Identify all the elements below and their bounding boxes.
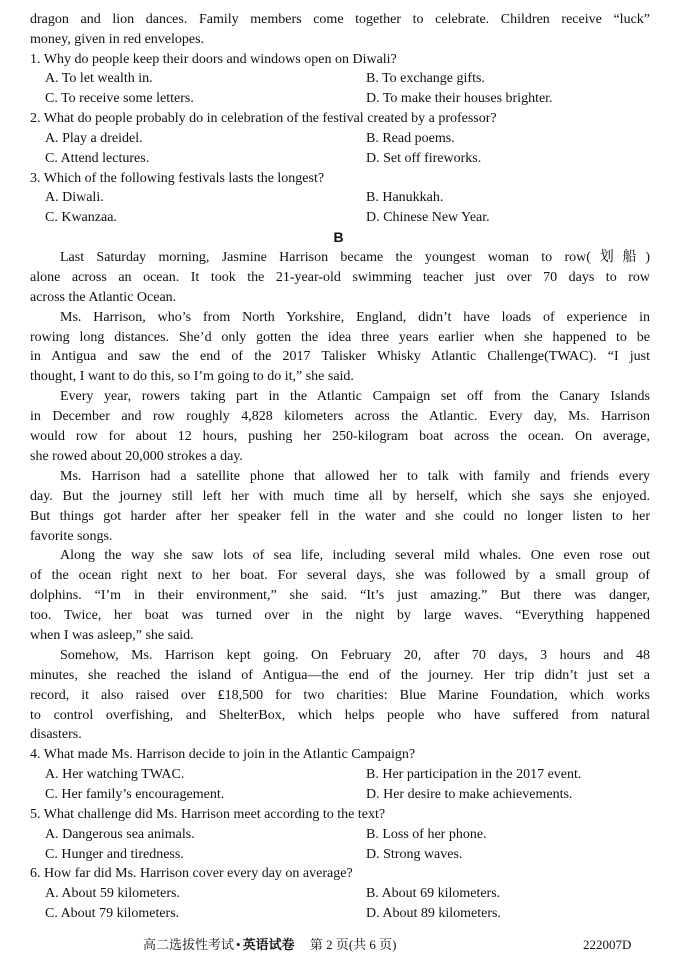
question-stem: 4. What made Ms. Harrison decide to join in the Atlantic Campaign? [30,747,416,762]
passage-line: Last Saturday morning, Jasmine Harrison became the youngest woman to row(划船) [60,250,650,265]
footer-subject: 英语试卷 [242,938,295,953]
option-b: B. About 69 kilometers. [366,886,501,901]
option-c: C. Attend lectures. [45,151,150,166]
option-b: B. Read poems. [366,131,455,146]
passage-line: day. But the journey still left her with much time all by herself, which she says she enjoyed. [30,489,650,504]
question-stem: 6. How far did Ms. Harrison cover every day on average? [30,866,353,881]
option-d: D. Chinese New Year. [366,210,490,225]
option-d: D. Set off fireworks. [366,151,482,166]
option-a: A. Her watching TWAC. [45,767,185,782]
passage-line: favorite songs. [30,529,113,544]
option-c: C. Her family’s encouragement. [45,787,225,802]
passage-line: dolphins. “I’m in their environment,” she said. “It’s just amazing.” But there was danger, [30,588,650,603]
passage-line: in Antigua and saw the end of the 2017 Talisker Whisky Atlantic Challenge(TWAC). “I just [30,349,650,364]
question-stem: 2. What do people probably do in celebration of the festival created by a professor? [30,111,497,126]
intro-line: money, given in red envelopes. [30,32,205,47]
footer-page-number: 第 2 页(共 6 页) [309,937,397,952]
footer-bullet: • [236,937,241,952]
passage-line: record, it also raised over ₤18,500 for two charities: Blue Marine Foundation, which works [30,688,650,703]
option-c: C. Kwanzaa. [45,210,117,225]
passage-line: she rowed about 20,000 strokes a day. [30,449,243,464]
passage-line: to control overfishing, and ShelterBox, which helps people who have suffered from natural [30,708,650,723]
passage-line: minutes, she reached the island of Antigua—the end of the journey. Her trip didn’t just set a [30,668,650,683]
section-title: B [333,229,344,245]
page-footer [143,935,397,955]
option-d: D. To make their houses brighter. [366,91,553,106]
option-a: A. Play a dreidel. [45,131,143,146]
passage-line: Ms. Harrison, who’s from North Yorkshire, England, didn’t have loads of experience in [60,310,650,325]
option-b: B. Her participation in the 2017 event. [366,767,582,782]
passage-line: when I was asleep,” she said. [30,628,194,643]
option-c: C. About 79 kilometers. [45,906,180,921]
option-d: D. Strong waves. [366,847,463,862]
footer-prefix: 高二选拔性考试 [143,937,235,952]
option-d: D. Her desire to make achievements. [366,787,573,802]
passage-line: Along the way she saw lots of sea life, including several mild whales. One even rose out [60,548,650,563]
footer-code: 222007D [583,937,632,952]
question-stem: 1. Why do people keep their doors and windows open on Diwali? [30,52,397,67]
option-a: A. Dangerous sea animals. [45,827,195,842]
passage-line: Ms. Harrison had a satellite phone that allowed her to talk with family and friends every [60,469,650,484]
passage-line: in December and row roughly 4,828 kilometers across the Atlantic. Every day, Ms. Harrison [30,409,650,424]
passage-line: too. Twice, her boat was turned over in the night by large waves. “Everything happened [30,608,650,623]
option-c: C. To receive some letters. [45,91,194,106]
question-stem: 3. Which of the following festivals lasts the longest? [30,171,325,186]
passage-line: of the ocean right next to her boat. For several days, she was followed by a small group of [30,568,650,583]
passage-line: rowing long distances. She’d only gotten the idea three years earlier when she happened to be [30,330,650,345]
option-c: C. Hunger and tiredness. [45,847,184,862]
option-b: B. Hanukkah. [366,190,444,205]
passage-line: Somehow, Ms. Harrison kept going. On February 20, after 70 days, 3 hours and 48 [60,648,650,663]
option-a: A. Diwali. [45,190,104,205]
passage-line: would row for about 12 hours, pushing her 250-kilogram boat across the ocean. On average, [30,429,650,444]
option-a: A. About 59 kilometers. [45,886,180,901]
passage-line: alone across an ocean. It took the 21-year-old swimming teacher just over 70 days to row [30,270,650,285]
question-stem: 5. What challenge did Ms. Harrison meet according to the text? [30,807,386,822]
passage-line: Every year, rowers taking part in the Atlantic Campaign set off from the Canary Islands [60,389,650,404]
passage-line: across the Atlantic Ocean. [30,290,177,305]
option-b: B. Loss of her phone. [366,827,487,842]
option-d: D. About 89 kilometers. [366,906,501,921]
passage-line: thought, I want to do this, so I’m going to do it,” she said. [30,369,354,384]
passage-line: disasters. [30,727,82,742]
intro-line: dragon and lion dances. Family members come together to celebrate. Children receive “luck” [30,12,650,27]
passage-line: But things got harder after her speaker fell in the water and she could no longer listen to her [30,509,650,524]
option-b: B. To exchange gifts. [366,71,485,86]
option-a: A. To let wealth in. [45,71,153,86]
